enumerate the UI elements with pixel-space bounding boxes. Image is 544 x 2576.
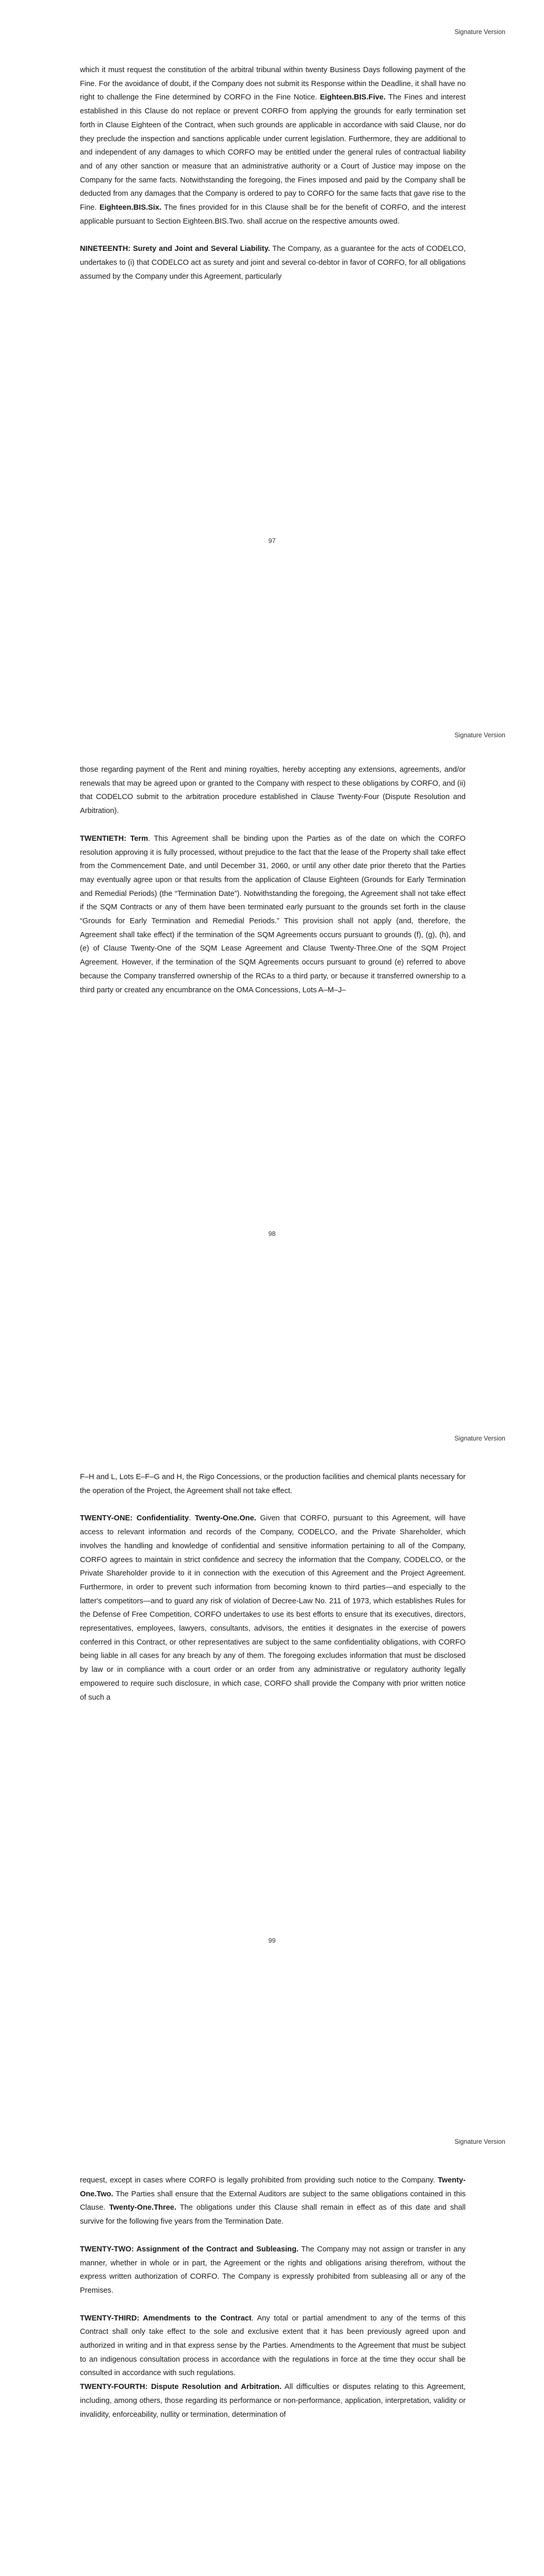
page-100: [0, 2110, 544, 2576]
page-header: Signature Version: [454, 732, 505, 739]
page-number: 99: [268, 1937, 276, 1944]
paragraph-nineteenth-continued: those regarding payment of the Rent and mining royalties, hereby accepting any extensions, agreements, and/or renewals that may be agreed upon or granted to the Company with respect to these obligations by CORFO, and (ii) that CODELCO submit to the arbitration procedure established in Clause Twenty-Four (Dispute Resolution and Arbitration).: [80, 766, 466, 816]
clause-heading: TWENTIETH: Term: [80, 834, 149, 843]
clause-heading: TWENTY-THIRD: Amendments to the Contract: [80, 2314, 252, 2323]
page-header: Signature Version: [454, 2138, 505, 2145]
clause-heading: Twenty-One.Two.: [80, 2176, 466, 2198]
clause-heading: Twenty-One.Three.: [109, 2204, 176, 2212]
clause-heading: TWENTY-FOURTH: Dispute Resolution and Arbitration.: [80, 2383, 282, 2392]
clause-heading: TWENTY-TWO: Assignment of the Contract and Subleasing.: [80, 2245, 299, 2253]
paragraph-twenty-fourth: TWENTY-FOURTH: Dispute Resolution and Arbitration. All difficulties or disputes relating to this Agreement, including, among others, those regarding its performance or non-performance, application, interpretation, validity or invalidity, enforceability, nullity or termination, determination of: [80, 2383, 466, 2419]
paragraph-twentieth-continued: F–H and L, Lots E–F–G and H, the Rigo Concessions, or the production facilities and chemical plants necessary for the operation of the Project, the Agreement shall not take effect.: [80, 1473, 466, 1495]
clause-heading: Eighteen.BIS.Six.: [99, 204, 161, 212]
paragraph-twenty-third: TWENTY-THIRD: Amendments to the Contract. Any total or partial amendment to any of the terms of this Contract shall only take effect to the sole and exclusive extent that it has been previously agreed upon and authorized in writing and in that express sense by the Parties. Amendments to the Agreement that must be subject to an indigenous consultation process in accordance with the regulations in force at the time they occur shall be consulted in accordance with such regulations.: [80, 2314, 466, 2378]
page-body: [80, 63, 466, 284]
clause-heading: Twenty-One.One.: [194, 1514, 256, 1523]
paragraph-eighteen-bis-continued: which it must request the constitution of the arbitral tribunal within twenty Business Days following payment of the Fine. For the avoidance of doubt, if the Company does not submit its Response within the Deadline, it shall have no right to challenge the Fine determined by CORFO in the Fine Notice. Eighteen.BIS.Five. The Fines and interest established in this Clause do not replace or prevent CORFO from applying the grounds for early termination set forth in Clause Eighteen of the Contract, when such grounds are applicable in accordance with said Clause, nor do they preclude the inspection and sanctions applicable under current legislation. Furthermore, they are additional to and independent of any damages to which CORFO may be entitled under the general rules of contractual liability and of any other sanction or measure that an administrative authority or a Court of Justice may impose on the Company for the same facts. Notwithstanding the foregoing, the Fines imposed and paid by the Company shall be deducted from any damages that the Company is ordered to pay to CORFO for the same facts that gave rise to the Fine. Eighteen.BIS.Six. The fines provided for in this Clause shall be for the benefit of CORFO, and the interest applicable pursuant to Section Eighteen.BIS.Two. shall accrue on the respective amounts owed.: [80, 66, 466, 226]
page-body: [80, 763, 466, 997]
paragraph-nineteenth: NINETEENTH: Surety and Joint and Several Liability. The Company, as a guarantee for the acts of CODELCO, undertakes to (i) that CODELCO act as surety and joint and several co-debtor in favor of CORFO, for all obligations assumed by the Company under this Agreement, particularly: [80, 245, 466, 281]
page-number: 97: [268, 537, 276, 545]
page-header: Signature Version: [454, 1435, 505, 1442]
page-98: [0, 703, 544, 1406]
page-header: Signature Version: [454, 28, 505, 36]
paragraph-twenty-one-continued: request, except in cases where CORFO is legally prohibited from providing such notice to the Company. Twenty-One.Two. The Parties shall ensure that the External Auditors are subject to the same obligations contained in this Clause. Twenty-One.Three. The obligations under this Clause shall remain in effect as of this date and shall survive for the following five years from the Termination Date.: [80, 2176, 466, 2226]
paragraph-twenty-two: TWENTY-TWO: Assignment of the Contract and Subleasing. The Company may not assign or transfer in any manner, whether in whole or in part, the Agreement or the rights and obligations arising therefrom, without the express written authorization of CORFO. The Company is expressly prohibited from subleasing all or any of the Premises.: [80, 2245, 466, 2295]
page-97: [0, 0, 544, 703]
clause-heading: Eighteen.BIS.Five.: [320, 93, 386, 102]
page-body: [80, 2174, 466, 2421]
page-number: 98: [268, 1230, 276, 1238]
clause-heading: NINETEENTH: Surety and Joint and Several Liability.: [80, 245, 270, 253]
page-99: [0, 1406, 544, 2110]
clause-heading: TWENTY-ONE: Confidentiality: [80, 1514, 189, 1523]
paragraph-twentieth: TWENTIETH: Term. This Agreement shall be binding upon the Parties as of the date on which the CORFO resolution approving it is fully processed, without prejudice to the fact that the lease of the Property shall take effect from the Commencement Date, and until December 31, 2060, or until any other date prior thereto that the Parties may eventually agree upon or that results from the application of Clause Eighteen (Grounds for Early Termination and Remedial Periods) (the “Termination Date”). Notwithstanding the foregoing, the Agreement shall not take effect if the SQM Contracts or any of them have been terminated early pursuant to the grounds set forth in the clause “Grounds for Early Termination and Remedial Periods.” This provision shall not apply (and, therefore, the Agreement shall take effect) if the termination of the SQM Agreements occurs pursuant to grounds (f), (g), (h), and (e) of Clause Twenty-One of the SQM Lease Agreement and Clause Twenty-Three.One of the SQM Project Agreement. However, if the termination of the SQM Agreements occurs pursuant to ground (e) referred to above because the Company transferred ownership of the RCAs to a third party, or because it transferred ownership to a third party or created any encumbrance on the OMA Concessions, Lots A–M–J–: [80, 834, 466, 994]
page-body: [80, 1470, 466, 1704]
paragraph-twenty-one: TWENTY-ONE: Confidentiality. Twenty-One.One. Given that CORFO, pursuant to this Agreement, will have access to relevant information and records of the Company, CODELCO, and the Private Shareholder, which involves the handling and knowledge of confidential and sensitive information pertaining to all of the Company, CORFO agrees to maintain in strict confidence and secrecy the information that the Company, CODELCO, or the Private Shareholder provide to it in connection with the execution of this Agreement and the Project Agreement. Furthermore, in order to prevent such information from becoming known to third parties—and especially to the latter's competitors—and to guard any risk of violation of Decree-Law No. 211 of 1973, which establishes Rules for the Defense of Free Competition, CORFO undertakes to use its best efforts to ensure that its executives, directors, representatives, employees, lawyers, consultants, advisors, the entities it designates in the exercise of powers conferred in this Contract, or other representatives are subject to the same confidentiality obligations, with CORFO being liable in all cases for any breach by any of them. The foregoing excludes information that must be disclosed by law or in compliance with a court order or an order from any administrative or regulatory authority legally empowered to require such disclosure, in which case, CORFO shall provide the Company with prior written notice of such a: [80, 1514, 466, 1702]
